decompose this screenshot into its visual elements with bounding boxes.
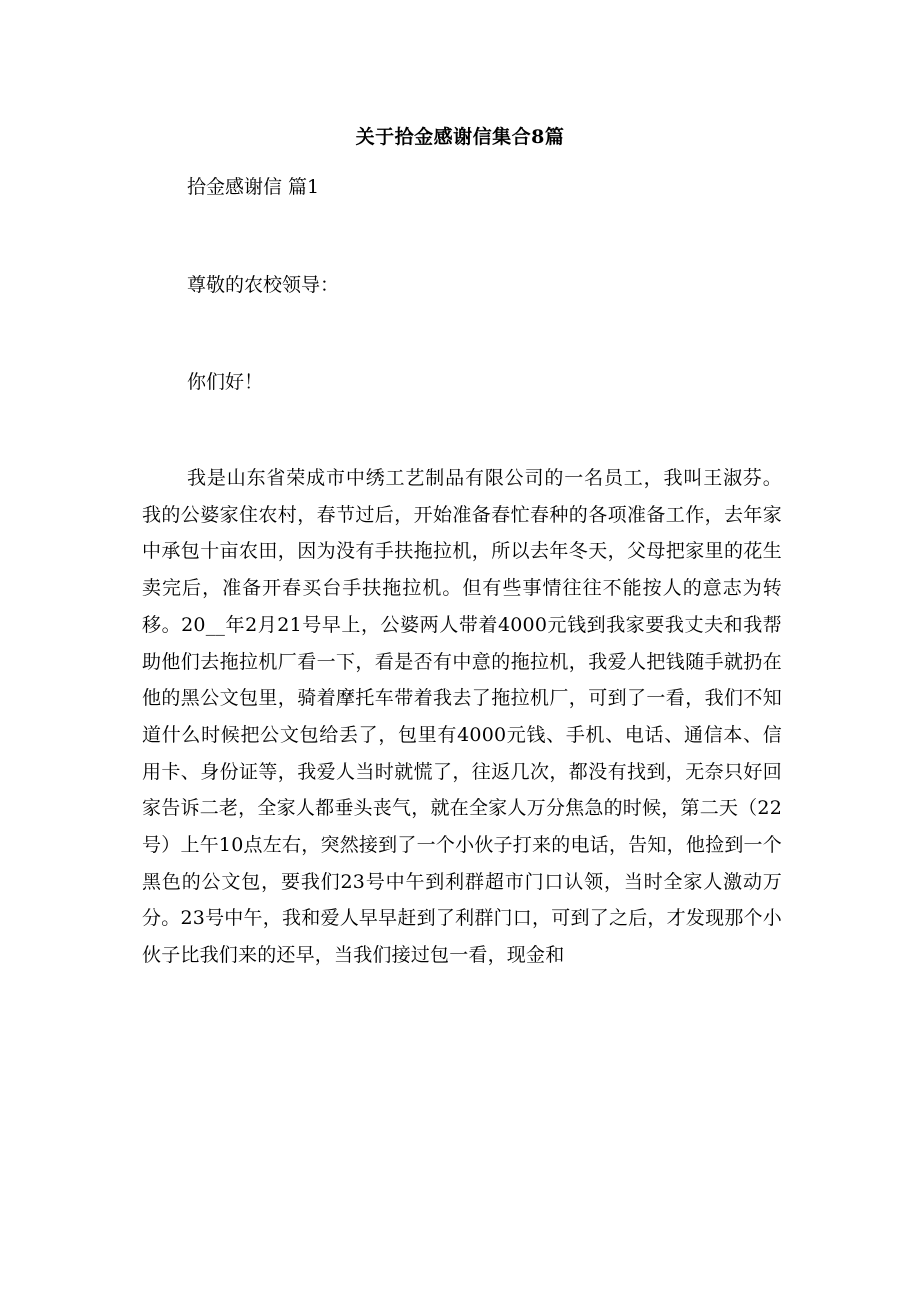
body-paragraph: 我是山东省荣成市中绣工艺制品有限公司的一名员工，我叫王淑芬。我的公婆家住农村，春节过后，开始准备春忙春种的各项准备工作，去年家中承包十亩农田，因为没有手扶拖拉机，所以去年冬天，父母把家里的花生卖完后，准备开春买台手扶拖拉机。但有些事情往往不能按人的意志为转移。20__年2月21号早上，公婆两人带着4000元钱到我家要我丈夫和我帮助他们去拖拉机厂看一下，看是否有中意的拖拉机，我爱人把钱随手就扔在他的黑公文包里，骑着摩托车带着我去了拖拉机厂，可到了一看，我们不知道什么时候把公文包给丢了，包里有4000元钱、手机、电话、通信本、信用卡、身份证等，我爱人当时就慌了，往返几次，都没有找到，无奈只好回家告诉二老，全家人都垂头丧气，就在全家人万分焦急的时候，第二天（22号）上午10点左右，突然接到了一个小伙子打来的电话，告知，他捡到一个黑色的公文包，要我们23号中午到利群超市门口认领，当时全家人激动万分。23号中午，我和爱人早早赶到了利群门口，可到了之后，才发现那个小伙子比我们来的还早，当我们接过包一看，现金和 xyxy=(142,467,782,967)
section-heading: 拾金感谢信 篇1 xyxy=(187,176,320,198)
greeting-line: 你们好！ xyxy=(187,371,264,393)
salutation: 尊敬的农校领导： xyxy=(187,274,340,296)
document-title: 关于拾金感谢信集合8篇 xyxy=(355,126,565,148)
